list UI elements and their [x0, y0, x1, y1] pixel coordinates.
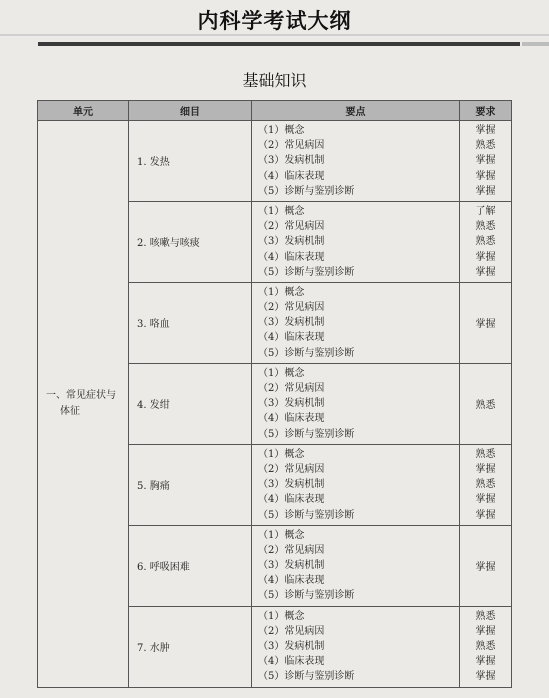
section-title: 基础知识 — [242, 71, 307, 90]
point-item: （4）临床表现 — [258, 332, 325, 344]
unit-label-line: 体征 — [60, 405, 80, 417]
point-item: （5）诊断与鉴别诊断 — [258, 347, 355, 359]
table-header-row — [38, 101, 512, 121]
point-item: （3）发病机制 — [258, 236, 325, 248]
point-item: （1）概念 — [258, 367, 305, 379]
points-cell — [252, 121, 460, 202]
point-item: （5）诊断与鉴别诊断 — [258, 671, 355, 683]
requirement-item: 掌握 — [475, 656, 496, 668]
requirement-item: 掌握 — [475, 494, 496, 506]
table-row — [38, 121, 512, 202]
requirement-item: 掌握 — [475, 125, 496, 136]
point-item: （2）常见病因 — [258, 140, 325, 152]
point-item: （2）常见病因 — [258, 544, 325, 556]
points-cell — [252, 444, 460, 525]
requirement-cell — [460, 363, 512, 444]
item-cell: 4. 发绀 — [129, 363, 252, 444]
requirement-item: 掌握 — [475, 671, 496, 683]
requirement-item: 熟悉 — [475, 221, 496, 233]
unit-label-line: 一、常见症状与 — [46, 389, 116, 401]
item-cell: 6. 呼吸困难 — [129, 525, 252, 606]
point-item: （1）概念 — [258, 286, 305, 298]
point-item: （4）临床表现 — [258, 575, 325, 587]
header-rule — [38, 42, 520, 46]
points-cell — [252, 201, 460, 282]
points-cell — [252, 282, 460, 363]
point-item: （3）发病机制 — [258, 479, 325, 491]
point-item: （4）临床表现 — [258, 656, 325, 668]
points-cell — [252, 363, 460, 444]
point-item: （3）发病机制 — [258, 398, 325, 410]
point-item: （5）诊断与鉴别诊断 — [258, 590, 355, 602]
item-cell: 3. 咯血 — [129, 282, 252, 363]
requirement-item: 掌握 — [475, 463, 496, 475]
page-title: 内科学考试大纲 — [197, 9, 352, 33]
point-item: （1）概念 — [258, 448, 305, 460]
requirement-item: 掌握 — [475, 251, 496, 263]
requirement-item: 熟悉 — [475, 448, 496, 460]
requirement-item: 掌握 — [475, 319, 496, 331]
requirement-item: 掌握 — [475, 266, 496, 278]
point-item: （5）诊断与鉴别诊断 — [258, 428, 355, 440]
point-item: （5）诊断与鉴别诊断 — [258, 266, 355, 278]
requirement-cell — [460, 201, 512, 282]
point-item: （4）临床表现 — [258, 251, 325, 263]
points-cell — [252, 525, 460, 606]
requirement-cell — [460, 525, 512, 606]
requirement-item: 熟悉 — [475, 140, 496, 152]
header-rule-light — [0, 34, 549, 36]
requirement-item: 掌握 — [475, 170, 496, 182]
point-item: （2）常见病因 — [258, 463, 325, 475]
requirement-item: 熟悉 — [475, 610, 496, 622]
column-header-unit: 单元 — [38, 101, 129, 121]
point-item: （1）概念 — [258, 529, 305, 541]
item-cell: 2. 咳嗽与咳痰 — [129, 201, 252, 282]
point-item: （3）发病机制 — [258, 641, 325, 652]
point-item: （2）常见病因 — [258, 302, 325, 314]
requirement-item: 掌握 — [475, 185, 496, 197]
point-item: （3）发病机制 — [258, 317, 325, 329]
requirement-item: 熟悉 — [475, 479, 496, 491]
item-cell: 7. 水肿 — [129, 606, 252, 687]
requirement-cell — [460, 606, 512, 687]
point-item: （2）常见病因 — [258, 625, 325, 637]
table-body — [38, 121, 512, 688]
points-cell — [252, 606, 460, 687]
requirement-item: 熟悉 — [475, 400, 496, 412]
syllabus-table — [37, 100, 512, 688]
requirement-item: 掌握 — [475, 625, 496, 637]
column-header-points: 要点 — [252, 101, 460, 121]
requirement-cell — [460, 121, 512, 202]
column-header-requirement: 要求 — [460, 101, 512, 121]
point-item: （4）临床表现 — [258, 170, 325, 182]
column-header-item: 细目 — [129, 101, 252, 121]
requirement-item: 熟悉 — [475, 236, 496, 248]
requirement-item: 熟悉 — [475, 641, 496, 652]
point-item: （3）发病机制 — [258, 560, 325, 572]
requirement-cell — [460, 282, 512, 363]
point-item: （2）常见病因 — [258, 383, 325, 394]
unit-cell — [38, 121, 129, 688]
item-cell: 1. 发热 — [129, 121, 252, 202]
point-item: （1）概念 — [258, 610, 305, 622]
requirement-item: 掌握 — [475, 155, 496, 167]
point-item: （1）概念 — [258, 125, 305, 136]
requirement-cell — [460, 444, 512, 525]
point-item: （4）临床表现 — [258, 494, 325, 506]
point-item: （5）诊断与鉴别诊断 — [258, 185, 355, 197]
item-cell: 5. 胸痛 — [129, 444, 252, 525]
point-item: （3）发病机制 — [258, 155, 325, 167]
requirement-item: 掌握 — [475, 509, 496, 521]
point-item: （5）诊断与鉴别诊断 — [258, 509, 355, 521]
point-item: （4）临床表现 — [258, 413, 325, 425]
requirement-item: 了解 — [475, 205, 496, 217]
requirement-item: 掌握 — [475, 562, 496, 574]
header-rule-tail — [522, 42, 549, 46]
point-item: （2）常见病因 — [258, 221, 325, 233]
point-item: （1）概念 — [258, 205, 305, 217]
